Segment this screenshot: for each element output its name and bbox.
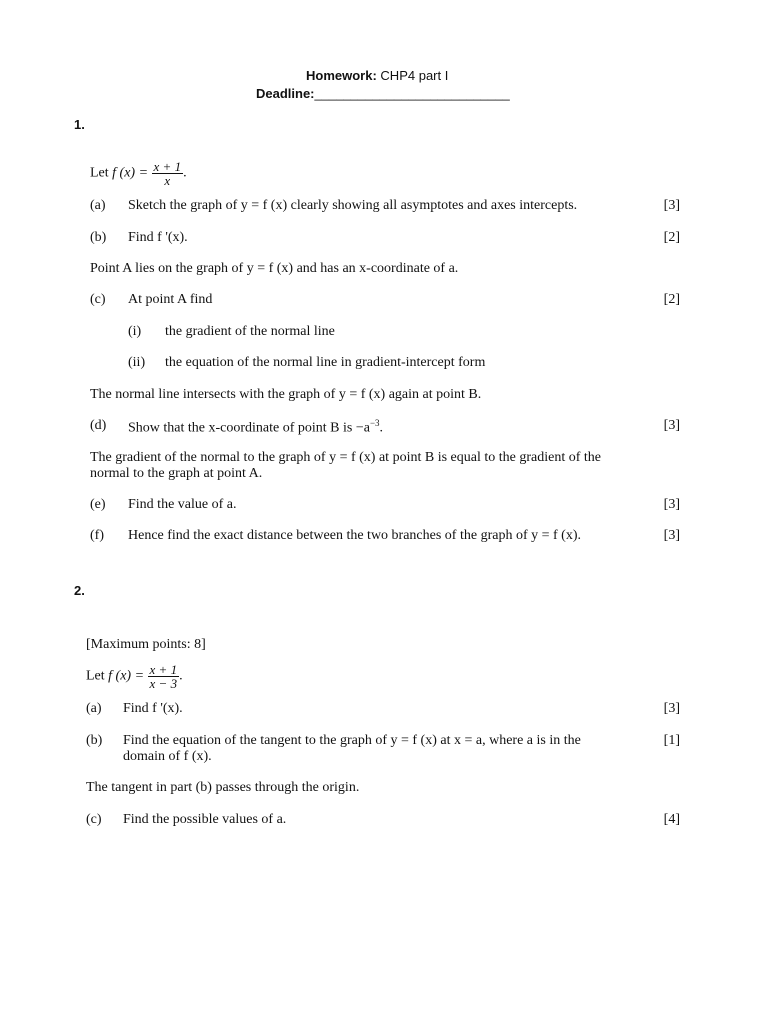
q2b-label: (b) [86, 733, 103, 748]
q1-frac-num: x + 1 [153, 159, 182, 174]
q1-point-a-text: Point A lies on the graph of y = f (x) and has an x-coordinate of a. [90, 261, 459, 276]
homework-value: CHP4 part I [380, 68, 449, 83]
q2b-text-line2: domain of f (x). [123, 749, 212, 764]
q1-func: f (x) = [112, 165, 149, 181]
q2a-marks: [3] [663, 701, 680, 716]
q1e-marks: [3] [663, 497, 680, 512]
q1c-text: At point A find [128, 292, 213, 307]
deadline-blank: ___________________________ [314, 86, 510, 101]
q1-let: Let [90, 165, 109, 181]
q2-max-points: [Maximum points: 8] [86, 637, 206, 652]
q1d-text-wrap [128, 418, 383, 437]
q2-tangent-text: The tangent in part (b) passes through the origin. [86, 780, 360, 795]
q1f-text: Hence find the exact distance between the two branches of the graph of y = f (x). [128, 528, 581, 543]
q1d-text: Show that the x-coordinate of point B is −a [128, 420, 370, 436]
deadline-label: Deadline: [256, 86, 315, 101]
q1-frac-den: x [164, 173, 171, 188]
q1ci-text: the gradient of the normal line [165, 324, 335, 339]
q1d-label: (d) [90, 418, 107, 433]
q1f-marks: [3] [663, 528, 680, 543]
q1d-end: . [379, 420, 384, 436]
q1ci-label: (i) [128, 324, 142, 339]
q1a-marks: [3] [663, 198, 680, 213]
deadline-line [256, 86, 510, 101]
q1c-label: (c) [90, 292, 106, 307]
q1f-label: (f) [90, 528, 104, 543]
q1a-text: Sketch the graph of y = f (x) clearly showing all asymptotes and axes intercepts. [128, 198, 578, 213]
q2-frac-den: x − 3 [149, 676, 178, 691]
q1-number: 1. [74, 117, 85, 132]
q2-let: Let [86, 668, 105, 684]
q2-fraction [148, 663, 180, 690]
q2a-text: Find f '(x). [123, 701, 183, 716]
q1a-label: (a) [90, 198, 106, 213]
q1c-marks: [2] [663, 292, 680, 307]
homework-line [306, 68, 448, 83]
q1cii-text: the equation of the normal line in gradient-intercept form [165, 355, 486, 370]
q1-function-def: Let f (x) = $\frac{x + 1}{x}$ . [90, 159, 187, 188]
q1-fraction [152, 160, 184, 187]
q1-gradient-line1: The gradient of the normal to the graph of y = f (x) at point B is equal to the gradient of the [90, 450, 601, 465]
q1d-marks: [3] [663, 418, 680, 433]
q2b-marks: [1] [663, 733, 680, 748]
q2-function-def: Let f (x) = $\frac{x + 1}{x - 3}$ . [86, 662, 183, 691]
q2-func: f (x) = [108, 668, 145, 684]
q2a-label: (a) [86, 701, 102, 716]
q2c-text: Find the possible values of a. [123, 812, 287, 827]
q1e-label: (e) [90, 497, 106, 512]
q2-number: 2. [74, 583, 85, 598]
q1d-exponent: −3 [369, 418, 380, 428]
q1b-label: (b) [90, 230, 107, 245]
homework-label: Homework: [306, 68, 377, 83]
q1-gradient-line2: normal to the graph at point A. [90, 466, 263, 481]
q2b-text-line1: Find the equation of the tangent to the graph of y = f (x) at x = a, where a is in the [123, 733, 581, 748]
q2c-label: (c) [86, 812, 102, 827]
q2c-marks: [4] [663, 812, 680, 827]
q1cii-label: (ii) [128, 355, 146, 370]
q1b-text: Find f '(x). [128, 230, 188, 245]
q1e-text: Find the value of a. [128, 497, 237, 512]
q2-frac-num: x + 1 [149, 662, 178, 677]
q1b-marks: [2] [663, 230, 680, 245]
q1-normal-intersects-text: The normal line intersects with the graph of y = f (x) again at point B. [90, 387, 482, 402]
